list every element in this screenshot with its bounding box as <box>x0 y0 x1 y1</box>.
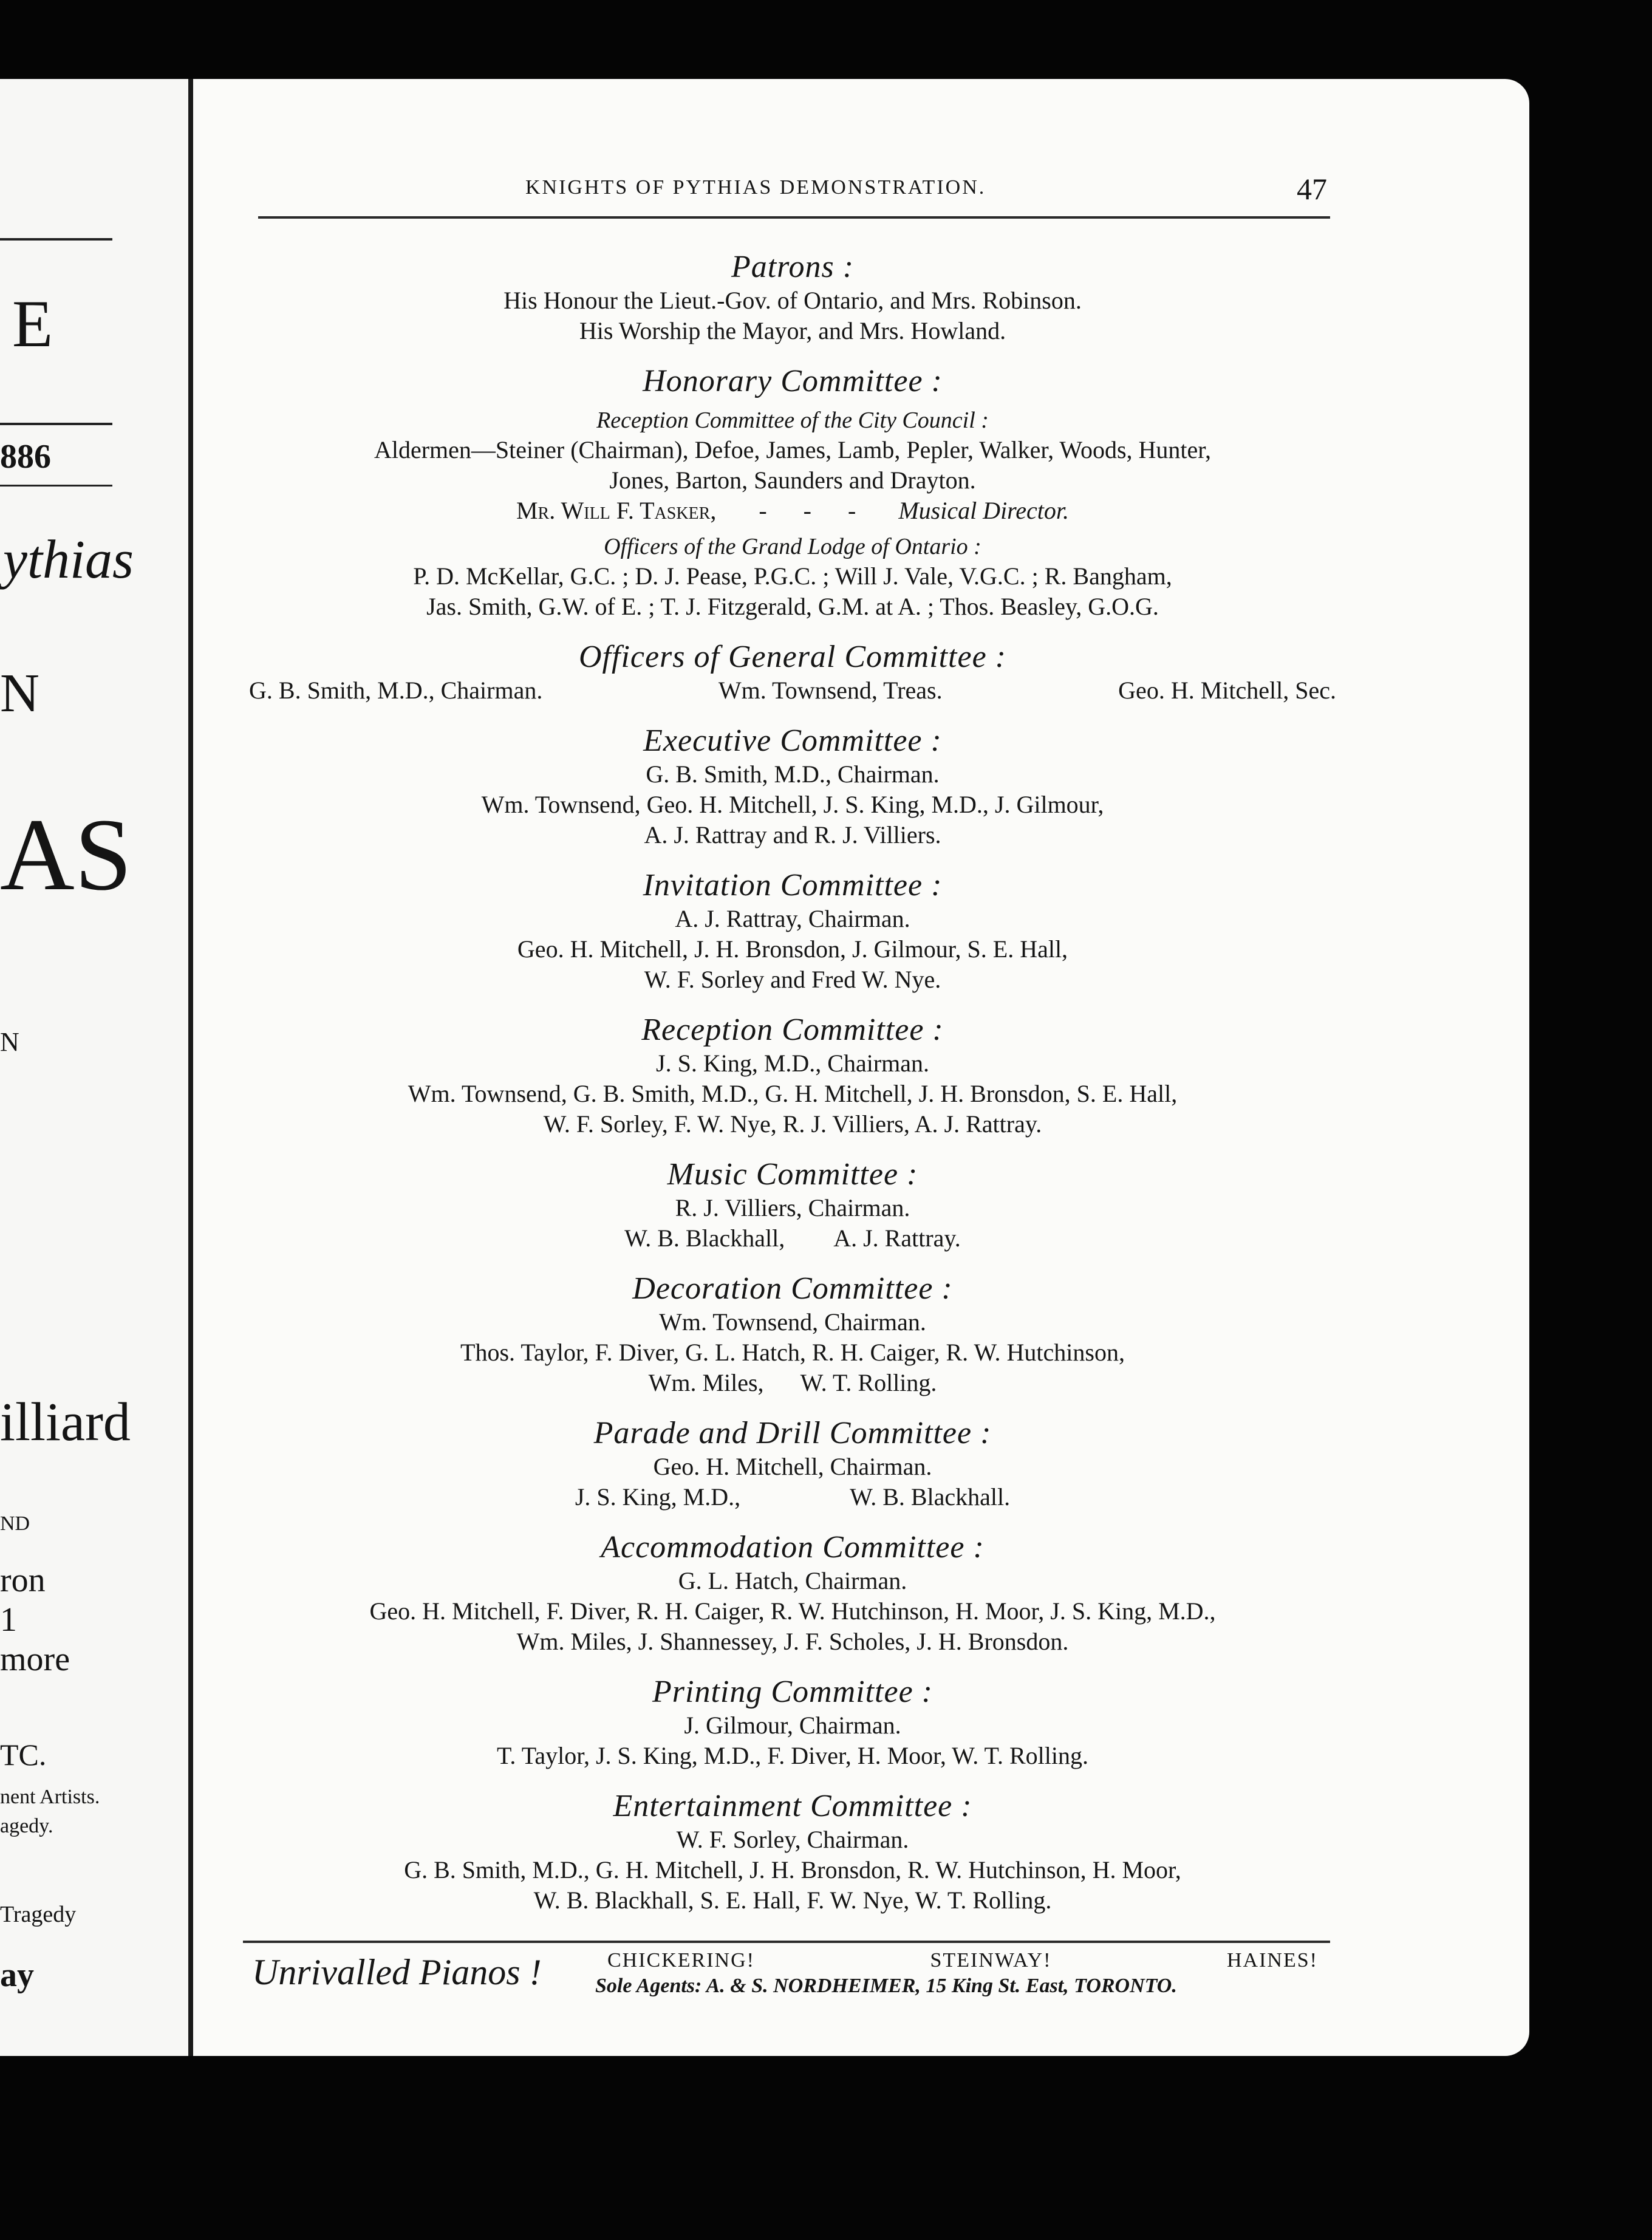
decoration-chairman: Wm. Townsend, Chairman. <box>659 1308 926 1336</box>
gutter <box>188 79 193 2056</box>
reception-title: Reception Committee : <box>641 1012 944 1047</box>
executive-line: G. B. Smith, M.D., Chairman. <box>646 760 940 788</box>
decoration-member: Wm. Miles, <box>648 1369 764 1396</box>
entertainment-title: Entertainment Committee : <box>613 1789 972 1823</box>
footer-slogan: Unrivalled Pianos ! <box>252 1952 542 1992</box>
running-title: KNIGHTS OF PYTHIAS DEMONSTRATION. <box>525 176 986 199</box>
parade-member: W. B. Blackhall. <box>850 1483 1011 1511</box>
printing-line: J. Gilmour, Chairman. <box>684 1712 901 1739</box>
accommodation-line: Geo. H. Mitchell, F. Diver, R. H. Caiger, R. W. Hutchinson, H. Moor, J. S. King, M.D., <box>369 1597 1216 1625</box>
grand-lodge-line: P. D. McKellar, G.C. ; D. J. Pease, P.G.C. ; Will J. Vale, V.G.C. ; R. Bangham, <box>413 562 1172 590</box>
invitation-line: A. J. Rattray, Chairman. <box>675 905 910 932</box>
city-council-line: Jones, Barton, Saunders and Drayton. <box>609 466 976 494</box>
printing-line: T. Taylor, J. S. King, M.D., F. Diver, H. Moor, W. T. Rolling. <box>496 1742 1089 1769</box>
honorary-title: Honorary Committee : <box>643 364 943 398</box>
executive-title: Executive Committee : <box>643 723 942 758</box>
left-fragment: more <box>0 1641 70 1678</box>
reception-line: Wm. Townsend, G. B. Smith, M.D., G. H. Mitchell, J. H. Bronsdon, S. E. Hall, <box>408 1080 1178 1107</box>
left-fragment: illiard <box>0 1392 131 1452</box>
left-fragment: 886 <box>0 438 51 476</box>
city-council-line: Aldermen—Steiner (Chairman), Defoe, James, Lamb, Pepler, Walker, Woods, Hunter, <box>374 436 1211 463</box>
musical-director-name: Mr. Will F. Tasker, <box>516 497 717 524</box>
page-number: 47 <box>1297 172 1327 206</box>
general-officers-row <box>243 675 1342 706</box>
executive-line: Wm. Townsend, Geo. H. Mitchell, J. S. King, M.D., J. Gilmour, <box>481 791 1104 818</box>
patrons-title: Patrons : <box>731 250 855 284</box>
musical-director-line <box>243 496 1342 526</box>
page-content <box>243 172 1342 1916</box>
grand-lodge-subtitle: Officers of the Grand Lodge of Ontario : <box>604 534 981 559</box>
decoration-line: Thos. Taylor, F. Diver, G. L. Hatch, R. H. Caiger, R. W. Hutchinson, <box>460 1339 1125 1366</box>
entertainment-line: W. B. Blackhall, S. E. Hall, F. W. Nye, W. T. Rolling. <box>533 1887 1052 1914</box>
accommodation-line: G. L. Hatch, Chairman. <box>678 1567 907 1594</box>
adjacent-page <box>0 79 188 2056</box>
musical-director-dashes: - - - <box>759 497 856 524</box>
patrons-line: His Worship the Mayor, and Mrs. Howland. <box>579 317 1006 344</box>
general-officer: Wm. Townsend, Treas. <box>718 677 943 704</box>
left-fragment: Tragedy <box>0 1902 77 1927</box>
printing-title: Printing Committee : <box>652 1675 933 1709</box>
music-member: W. B. Blackhall, <box>624 1224 785 1252</box>
left-fragment: agedy. <box>0 1815 53 1837</box>
reception-line: J. S. King, M.D., Chairman. <box>656 1050 929 1077</box>
invitation-title: Invitation Committee : <box>643 868 943 903</box>
musical-director-role: Musical Director. <box>898 497 1070 524</box>
patrons-line: His Honour the Lieut.-Gov. of Ontario, and Mrs. Robinson. <box>503 287 1082 314</box>
left-fragment: N <box>0 663 39 723</box>
decoration-member: W. T. Rolling. <box>800 1369 937 1396</box>
city-council-subtitle: Reception Committee of the City Council : <box>596 408 989 433</box>
brand: CHICKERING! <box>607 1949 755 1972</box>
parade-title: Parade and Drill Committee : <box>593 1416 992 1450</box>
parade-member: J. S. King, M.D., <box>575 1483 741 1511</box>
left-fragment: nent Artists. <box>0 1786 100 1808</box>
invitation-line: Geo. H. Mitchell, J. H. Bronsdon, J. Gilmour, S. E. Hall, <box>517 935 1068 963</box>
left-fragment: AS <box>0 797 132 912</box>
left-fragment: ron <box>0 1562 46 1599</box>
invitation-line: W. F. Sorley and Fred W. Nye. <box>644 966 941 993</box>
grand-lodge-line: Jas. Smith, G.W. of E. ; T. J. Fitzgerald, G.M. at A. ; Thos. Beasley, G.O.G. <box>426 593 1159 620</box>
left-rule <box>0 485 112 487</box>
left-fragment: ay <box>0 1956 34 1994</box>
general-officer: Geo. H. Mitchell, Sec. <box>1118 677 1336 704</box>
footer-brands <box>607 1949 1318 1972</box>
general-committee-title: Officers of General Committee : <box>579 640 1006 674</box>
accommodation-title: Accommodation Committee : <box>601 1530 985 1565</box>
entertainment-line: W. F. Sorley, Chairman. <box>676 1826 909 1853</box>
music-title: Music Committee : <box>667 1157 918 1192</box>
committee-listing <box>243 213 1342 1916</box>
music-chairman: R. J. Villiers, Chairman. <box>675 1194 910 1221</box>
left-fragment: ythias <box>3 530 134 590</box>
accommodation-line: Wm. Miles, J. Shannessey, J. F. Scholes, J. H. Bronsdon. <box>516 1628 1069 1655</box>
parade-members <box>243 1482 1342 1512</box>
left-rule <box>0 423 112 425</box>
brand: STEINWAY! <box>930 1949 1052 1972</box>
brand: HAINES! <box>1227 1949 1318 1972</box>
running-header <box>243 172 1342 213</box>
music-member: A. J. Rattray. <box>833 1224 961 1252</box>
reception-line: W. F. Sorley, F. W. Nye, R. J. Villiers, A. J. Rattray. <box>543 1110 1042 1138</box>
general-officer: G. B. Smith, M.D., Chairman. <box>249 677 543 704</box>
parade-chairman: Geo. H. Mitchell, Chairman. <box>653 1453 932 1480</box>
left-fragment: ND <box>0 1512 30 1535</box>
music-members <box>243 1223 1342 1254</box>
header-rule <box>258 216 1330 219</box>
decoration-title: Decoration Committee : <box>632 1271 953 1306</box>
entertainment-line: G. B. Smith, M.D., G. H. Mitchell, J. H. Bronsdon, R. W. Hutchinson, H. Moor, <box>404 1856 1181 1883</box>
left-fragment: E <box>12 287 53 361</box>
left-fragment: N <box>0 1027 19 1057</box>
left-rule <box>0 238 112 241</box>
decoration-members <box>243 1368 1342 1398</box>
footer-agents: Sole Agents: A. & S. NORDHEIMER, 15 King St. East, TORONTO. <box>595 1975 1177 1997</box>
left-fragment: 1 <box>0 1601 17 1639</box>
executive-line: A. J. Rattray and R. J. Villiers. <box>644 821 941 849</box>
footer-rule <box>243 1941 1330 1943</box>
left-fragment: TC. <box>0 1738 47 1772</box>
